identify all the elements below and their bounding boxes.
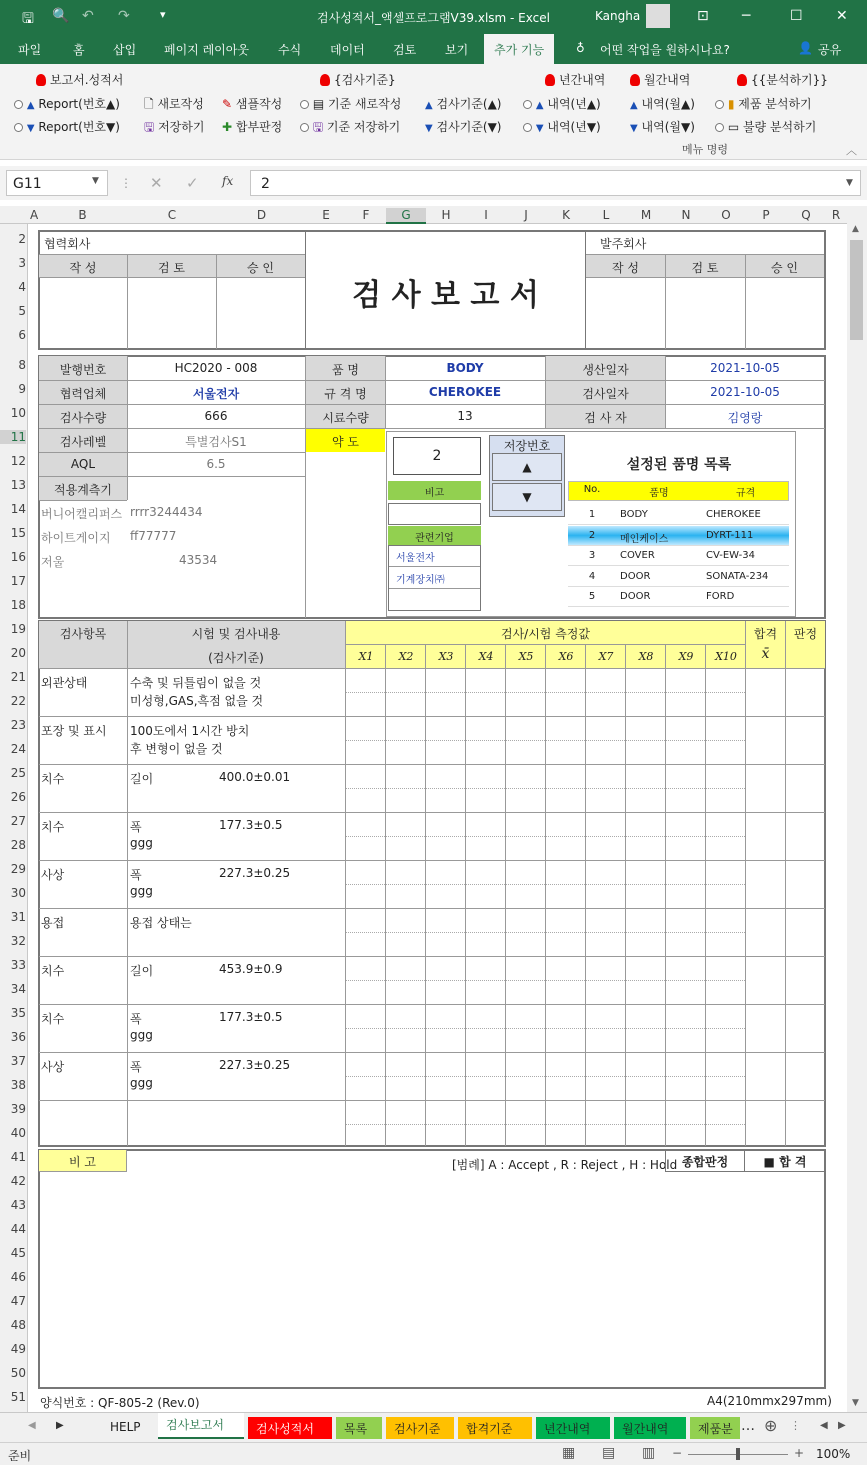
col-header[interactable]: E bbox=[322, 208, 330, 222]
minimize-icon[interactable]: ─ bbox=[742, 8, 751, 24]
write-label-2: 작 성 bbox=[612, 261, 639, 275]
sheet-tab-bar bbox=[0, 1412, 867, 1442]
next-sheet-icon[interactable]: ▶ bbox=[56, 1420, 64, 1431]
test-item[interactable]: 용접 bbox=[41, 916, 65, 930]
year-up-button[interactable]: ▲ 내역(년▲) bbox=[523, 95, 601, 112]
row-header[interactable]: 45 bbox=[10, 1246, 26, 1260]
group-standard[interactable]: {검사기준} bbox=[320, 71, 396, 88]
list-hdr-item: 품명 bbox=[649, 488, 669, 499]
save-number-label: 저장번호 bbox=[503, 439, 551, 453]
sample-button[interactable]: ✎ 샘플작성 bbox=[222, 97, 283, 111]
test-content[interactable]: 수축 및 뒤틀림이 없을 것 bbox=[130, 676, 262, 690]
tab-addins[interactable]: 추가 기능 bbox=[484, 34, 554, 64]
sheet-tab[interactable]: 월간내역 bbox=[614, 1417, 686, 1439]
name-box[interactable]: G11 bbox=[6, 170, 108, 196]
row-header[interactable]: 15 bbox=[10, 526, 26, 540]
save-button[interactable]: 🖫 저장하기 bbox=[144, 120, 205, 134]
row-header[interactable]: 21 bbox=[10, 670, 26, 684]
tab-view[interactable]: 보기 bbox=[445, 43, 469, 57]
new-button[interactable]: 🗋 새로작성 bbox=[144, 97, 204, 111]
tab-home[interactable]: 홈 bbox=[73, 43, 85, 57]
write-label: 작 성 bbox=[69, 261, 97, 275]
overall-label: 종합판정 bbox=[665, 1150, 745, 1172]
list-spec: CHEROKEE bbox=[706, 509, 761, 520]
month-up-button[interactable]: ▲ 내역(월▲) bbox=[630, 97, 695, 111]
product-analysis-button[interactable]: ▮ 제품 분석하기 bbox=[715, 95, 812, 112]
test-standard[interactable]: 400.0±0.01 bbox=[219, 770, 291, 784]
list-title: 설정된 품명 목록 bbox=[626, 457, 732, 473]
formula-divider: ⋮ bbox=[120, 176, 132, 190]
test-content[interactable]: 용접 상태는 bbox=[130, 916, 192, 930]
related-header: 관련기업 bbox=[388, 526, 481, 545]
row-header[interactable]: 35 bbox=[10, 1006, 26, 1020]
pass-judge-button[interactable]: ✚ 합부판정 bbox=[222, 120, 283, 134]
list-no: 3 bbox=[588, 550, 596, 561]
list-item-name: BODY bbox=[620, 509, 648, 520]
item-label: 품 명 bbox=[332, 363, 359, 377]
defect-analysis-button[interactable]: ▭ 불량 분석하기 bbox=[715, 118, 816, 135]
share-icon[interactable]: 👤 bbox=[798, 41, 813, 55]
col-header[interactable]: F bbox=[362, 208, 370, 222]
customize-qat-icon[interactable]: ▾ bbox=[160, 8, 166, 21]
row-header[interactable]: 34 bbox=[10, 982, 26, 996]
sample-value[interactable]: 13 bbox=[457, 409, 473, 423]
ribbon-tabs bbox=[0, 34, 867, 64]
avatar[interactable] bbox=[646, 4, 670, 28]
gauge-2-value[interactable]: ff77777 bbox=[130, 529, 177, 543]
sheet-tab[interactable]: 검사보고서 bbox=[158, 1413, 244, 1439]
expand-formula-icon[interactable]: ▼ bbox=[846, 178, 853, 188]
row-header[interactable]: 39 bbox=[10, 1102, 26, 1116]
collapse-ribbon-icon[interactable]: ︿ bbox=[846, 144, 857, 157]
row-header[interactable]: 27 bbox=[10, 814, 26, 828]
list-hdr-no: No. bbox=[583, 484, 601, 495]
row-header[interactable]: 48 bbox=[10, 1318, 26, 1332]
cancel-icon[interactable]: ✕ bbox=[150, 174, 163, 192]
test-standard[interactable]: 227.3±0.25 bbox=[219, 1058, 291, 1072]
issue-value[interactable]: HC2020 - 008 bbox=[174, 361, 258, 375]
row-header[interactable]: 33 bbox=[10, 958, 26, 972]
test-standard[interactable]: 227.3±0.25 bbox=[219, 866, 291, 880]
col-header[interactable]: H bbox=[441, 208, 451, 222]
row-header[interactable]: 51 bbox=[10, 1390, 26, 1404]
col-header[interactable]: J bbox=[524, 208, 528, 222]
spin-up-button[interactable]: ▲ bbox=[492, 453, 562, 481]
col-judge-header: 판정 bbox=[793, 627, 818, 641]
row-header[interactable]: 36 bbox=[10, 1030, 26, 1044]
col-item-header: 검사항목 bbox=[59, 627, 107, 641]
col-header[interactable]: C bbox=[167, 208, 177, 222]
col-measure-header: 검사/시험 측정값 bbox=[500, 627, 590, 641]
gauge-1-name: 버니어캘리퍼스 bbox=[41, 507, 123, 521]
prod-date-label: 생산일자 bbox=[582, 363, 629, 377]
vertical-scrollbar[interactable] bbox=[847, 206, 867, 1412]
row-header[interactable]: 13 bbox=[10, 478, 26, 492]
approve-label: 승 인 bbox=[247, 261, 274, 275]
prev-sheet-icon[interactable]: ◀ bbox=[28, 1420, 36, 1431]
inspector-value[interactable]: 김영랑 bbox=[727, 411, 763, 425]
remarks-block bbox=[38, 1149, 826, 1389]
list-item-name: DOOR bbox=[620, 570, 651, 582]
row-header[interactable]: 41 bbox=[10, 1150, 26, 1164]
test-content-2[interactable]: 후 변형이 없을 것 bbox=[130, 742, 223, 756]
row-header[interactable]: 24 bbox=[10, 742, 26, 756]
scroll-down-icon[interactable]: ▼ bbox=[852, 1398, 859, 1408]
close-icon[interactable]: ✕ bbox=[836, 8, 848, 24]
row-header[interactable]: 49 bbox=[10, 1342, 26, 1356]
sheet-tab[interactable]: 제품분 bbox=[690, 1417, 740, 1439]
spec-value[interactable]: CHEROKEE bbox=[428, 385, 502, 399]
col-header[interactable]: L bbox=[602, 208, 610, 222]
list-no: 2 bbox=[588, 529, 596, 541]
legend-text: [범례] A : Accept , R : Reject , H : Hold bbox=[452, 1158, 678, 1172]
row-header[interactable]: 37 bbox=[10, 1054, 26, 1068]
tab-file[interactable]: 파일 bbox=[18, 43, 42, 57]
test-content-2[interactable]: ggg bbox=[130, 1028, 153, 1042]
list-no: 1 bbox=[588, 509, 596, 520]
more-sheets-icon[interactable]: … bbox=[741, 1418, 755, 1434]
enter-icon[interactable]: ✓ bbox=[186, 174, 199, 192]
ribbon bbox=[0, 64, 867, 160]
row-header[interactable]: 9 bbox=[18, 382, 26, 396]
page-break-icon[interactable]: ▥ bbox=[642, 1445, 656, 1461]
row-header[interactable]: 31 bbox=[10, 910, 26, 924]
row-header[interactable]: 47 bbox=[10, 1294, 26, 1308]
user-name[interactable]: Kangha bbox=[595, 9, 641, 23]
sketch-label: 약 도 bbox=[332, 435, 359, 449]
gauge-2-name: 하이트게이지 bbox=[41, 531, 111, 545]
list-item-name: COVER bbox=[620, 550, 655, 561]
test-item[interactable]: 포장 및 표시 bbox=[41, 724, 107, 738]
x-col-header: X2 bbox=[398, 650, 414, 663]
list-spec: DYRT-111 bbox=[706, 529, 754, 541]
hscroll-left-icon[interactable]: ◀ bbox=[820, 1420, 828, 1431]
gauge-3-name: 저울 bbox=[41, 555, 65, 569]
insp-date-label: 검사일자 bbox=[582, 387, 629, 401]
report-title: 검 사 보 고 서 bbox=[352, 278, 539, 313]
row-header[interactable]: 46 bbox=[10, 1270, 26, 1284]
lightbulb-icon: ♁ bbox=[576, 41, 585, 55]
share-button[interactable]: 공유 bbox=[818, 43, 842, 57]
tab-page-layout[interactable]: 페이지 레이아웃 bbox=[164, 43, 249, 57]
test-content-2[interactable]: ggg bbox=[130, 1076, 153, 1090]
x-col-header: X5 bbox=[518, 650, 534, 663]
col-header[interactable]: K bbox=[562, 208, 570, 222]
col-header-active[interactable]: G bbox=[386, 208, 426, 224]
redo-icon[interactable]: ↷ bbox=[118, 8, 130, 24]
sheet-tab[interactable]: 검사기준 bbox=[386, 1417, 454, 1439]
row-header[interactable]: 20 bbox=[10, 646, 26, 660]
report-up-button[interactable]: ▲ Report(번호▲) bbox=[14, 95, 120, 112]
row-header[interactable]: 17 bbox=[10, 574, 26, 588]
month-down-button[interactable]: ▼ 내역(월▼) bbox=[630, 120, 695, 134]
row-header[interactable]: 3 bbox=[18, 256, 26, 270]
x-col-header: X10 bbox=[715, 650, 737, 663]
approve-label-2: 승 인 bbox=[771, 261, 798, 275]
sheet-tab[interactable]: 합격기준 bbox=[458, 1417, 532, 1439]
row-header[interactable]: 6 bbox=[18, 328, 26, 342]
zoom-out-icon[interactable]: − bbox=[672, 1446, 683, 1460]
test-item[interactable]: 치수 bbox=[41, 772, 65, 786]
status-text: 준비 bbox=[8, 1449, 32, 1463]
hscroll-right-icon[interactable]: ▶ bbox=[838, 1420, 846, 1431]
normal-view-icon[interactable]: ▦ bbox=[562, 1445, 576, 1461]
item-value[interactable]: BODY bbox=[446, 361, 484, 375]
test-standard[interactable]: 177.3±0.5 bbox=[219, 1010, 283, 1024]
x-col-header: X9 bbox=[678, 650, 694, 663]
test-content-2[interactable]: ggg bbox=[130, 884, 153, 898]
zoom-thumb[interactable] bbox=[736, 1448, 740, 1460]
report-down-button[interactable]: ▼ Report(번호▼) bbox=[14, 118, 120, 135]
sample-label: 시료수량 bbox=[322, 411, 369, 425]
insp-date-value[interactable]: 2021-10-05 bbox=[710, 385, 780, 399]
overall-result[interactable]: ■ 합 격 bbox=[745, 1150, 825, 1172]
aql-label: AQL bbox=[70, 457, 96, 471]
x-col-header: X8 bbox=[638, 650, 654, 663]
formula-input[interactable]: 2 bbox=[250, 170, 861, 196]
gauge-1-value[interactable]: rrrr3244434 bbox=[130, 505, 203, 519]
maximize-icon[interactable]: ☐ bbox=[790, 8, 803, 24]
review-label: 검 토 bbox=[158, 261, 185, 275]
column-headers bbox=[0, 206, 847, 224]
qty-value[interactable]: 666 bbox=[204, 409, 228, 423]
test-content[interactable]: 폭 bbox=[130, 820, 142, 834]
tab-formulas[interactable]: 수식 bbox=[278, 43, 302, 57]
row-header[interactable]: 10 bbox=[10, 406, 26, 420]
col-header[interactable]: R bbox=[831, 208, 841, 222]
row-header[interactable]: 2 bbox=[18, 232, 26, 246]
group-report[interactable]: 보고서.성적서 bbox=[36, 71, 123, 88]
aql-value[interactable]: 6.5 bbox=[206, 457, 226, 471]
year-down-button[interactable]: ▼ 내역(년▼) bbox=[523, 118, 601, 135]
group-label: 메뉴 명령 bbox=[682, 143, 729, 156]
tab-review[interactable]: 검토 bbox=[393, 43, 417, 57]
review-label-2: 검 토 bbox=[691, 261, 719, 275]
row-header[interactable]: 42 bbox=[10, 1174, 26, 1188]
name-box-dropdown-icon[interactable]: ▼ bbox=[92, 176, 99, 186]
row-header[interactable]: 50 bbox=[10, 1366, 26, 1380]
col-xbar-header: x̄ bbox=[761, 646, 770, 662]
test-content[interactable]: 폭 bbox=[130, 1060, 142, 1074]
tab-data[interactable]: 데이터 bbox=[330, 43, 365, 57]
test-item[interactable]: 사상 bbox=[41, 1060, 65, 1074]
test-content[interactable]: 폭 bbox=[130, 868, 142, 882]
row-header[interactable]: 32 bbox=[10, 934, 26, 948]
scroll-up-icon[interactable]: ▲ bbox=[852, 224, 859, 234]
level-value[interactable]: 특별검사S1 bbox=[185, 435, 247, 449]
scroll-thumb[interactable] bbox=[850, 240, 863, 340]
undo-icon[interactable]: ↶ bbox=[82, 8, 94, 24]
row-header[interactable]: 38 bbox=[10, 1078, 26, 1092]
list-hdr-spec: 규격 bbox=[735, 488, 756, 499]
row-header[interactable]: 11 bbox=[0, 430, 26, 444]
list-no: 5 bbox=[588, 591, 596, 602]
row-header[interactable]: 19 bbox=[10, 622, 26, 636]
row-header[interactable]: 14 bbox=[10, 502, 26, 516]
x-col-header: X3 bbox=[438, 650, 454, 663]
col-pass-header: 합격 bbox=[753, 627, 778, 641]
tab-insert[interactable]: 삽입 bbox=[113, 43, 137, 57]
group-analysis[interactable]: {{분석하기}} bbox=[737, 71, 828, 88]
list-item-name: DOOR bbox=[620, 591, 651, 602]
list-item-name: 메인케이스 bbox=[620, 533, 669, 545]
form-number: 양식번호 : QF-805-2 (Rev.0) bbox=[40, 1396, 200, 1410]
std-save-button[interactable]: 🖫 기준 저장하기 bbox=[300, 118, 400, 139]
test-content[interactable]: 길이 bbox=[130, 772, 154, 786]
spin-down-button[interactable]: ▼ bbox=[492, 483, 562, 511]
test-item[interactable]: 치수 bbox=[41, 964, 65, 978]
test-content-2[interactable]: ggg bbox=[130, 836, 153, 850]
insert-function-icon[interactable]: fx bbox=[222, 174, 234, 188]
row-header[interactable]: 23 bbox=[10, 718, 26, 732]
col-test-header: 시험 및 검사내용 bbox=[191, 627, 281, 641]
row-header[interactable]: 26 bbox=[10, 790, 26, 804]
sheet-tab[interactable]: 년간내역 bbox=[536, 1417, 610, 1439]
group-monthly[interactable]: 월간내역 bbox=[630, 71, 690, 88]
row-header[interactable]: 5 bbox=[18, 304, 26, 318]
window-title: 검사성적서_액셀프로그램V39.xlsm - Excel bbox=[317, 11, 550, 25]
col-header[interactable]: D bbox=[256, 208, 267, 222]
row-header[interactable]: 8 bbox=[18, 358, 26, 372]
tell-me-input[interactable]: 어떤 작업을 원하시나요? bbox=[600, 43, 730, 57]
bigo-header: 비고 bbox=[388, 481, 481, 500]
col-header[interactable]: O bbox=[721, 208, 731, 222]
save-number-field[interactable]: 2 bbox=[393, 437, 481, 475]
spec-label: 규 격 명 bbox=[324, 387, 367, 401]
col-std-header: (검사기준) bbox=[208, 651, 264, 665]
issue-label: 발행번호 bbox=[59, 363, 107, 377]
row-header[interactable]: 29 bbox=[10, 862, 26, 876]
sheet-tab[interactable]: 목록 bbox=[336, 1417, 382, 1439]
row-header[interactable]: 30 bbox=[10, 886, 26, 900]
print-preview-icon[interactable]: 🔍 bbox=[52, 8, 70, 24]
gauge-label: 적용계측기 bbox=[54, 483, 112, 497]
company-label: 협력업체 bbox=[59, 387, 107, 401]
test-standard[interactable]: 453.9±0.9 bbox=[219, 962, 283, 976]
page-layout-icon[interactable]: ▤ bbox=[602, 1445, 616, 1461]
row-headers bbox=[0, 224, 28, 1412]
x-col-header: X6 bbox=[558, 650, 574, 663]
col-header[interactable]: Q bbox=[801, 208, 811, 222]
test-item[interactable]: 사상 bbox=[41, 868, 65, 882]
list-spec: FORD bbox=[706, 591, 735, 602]
col-header[interactable]: N bbox=[681, 208, 691, 222]
related-item[interactable]: 서울전자 bbox=[396, 553, 435, 564]
std-new-button[interactable]: ▤ 기준 새로작성 bbox=[300, 95, 401, 112]
test-content[interactable]: 길이 bbox=[130, 964, 154, 978]
row-header[interactable]: 16 bbox=[10, 550, 26, 564]
col-header[interactable]: M bbox=[640, 208, 652, 222]
tab-divider: ⋮ bbox=[790, 1419, 801, 1432]
row-header[interactable]: 4 bbox=[18, 280, 26, 294]
list-spec: CV-EW-34 bbox=[706, 550, 755, 561]
test-item[interactable]: 외관상태 bbox=[41, 676, 88, 690]
sheet-tab[interactable]: 검사성적서 bbox=[248, 1417, 332, 1439]
row-header[interactable]: 40 bbox=[10, 1126, 26, 1140]
row-header[interactable]: 25 bbox=[10, 766, 26, 780]
qty-label: 검사수량 bbox=[59, 411, 107, 425]
list-no: 4 bbox=[588, 570, 596, 582]
list-spec: SONATA-234 bbox=[706, 570, 769, 582]
row-header[interactable]: 12 bbox=[10, 454, 26, 468]
test-item[interactable]: 치수 bbox=[41, 820, 65, 834]
bigo-field[interactable] bbox=[388, 503, 481, 525]
x-col-header: X1 bbox=[358, 650, 374, 663]
col-header[interactable]: P bbox=[762, 208, 770, 222]
test-content-2[interactable]: 미성형,GAS,흑점 없을 것 bbox=[130, 694, 264, 708]
col-header[interactable]: I bbox=[484, 208, 488, 222]
prod-date-value[interactable]: 2021-10-05 bbox=[710, 361, 780, 375]
row-header[interactable]: 28 bbox=[10, 838, 26, 852]
x-col-header: X4 bbox=[478, 650, 494, 663]
row-header[interactable]: 43 bbox=[10, 1198, 26, 1212]
test-item[interactable]: 치수 bbox=[41, 1012, 65, 1026]
test-standard[interactable]: 177.3±0.5 bbox=[219, 818, 283, 832]
zoom-in-icon[interactable]: + bbox=[794, 1446, 805, 1460]
ribbon-display-icon[interactable]: ⊡ bbox=[697, 8, 709, 24]
orderer-label: 발주회사 bbox=[600, 237, 647, 251]
group-yearly[interactable]: 년간내역 bbox=[545, 71, 605, 88]
row-header[interactable]: 44 bbox=[10, 1222, 26, 1236]
related-item[interactable]: 기계장치㈜ bbox=[396, 575, 445, 586]
title-bar bbox=[0, 0, 867, 34]
test-content[interactable]: 100도에서 1시간 방치 bbox=[130, 724, 250, 738]
col-header[interactable]: A bbox=[30, 208, 39, 222]
test-content[interactable]: 폭 bbox=[130, 1012, 142, 1026]
row-header[interactable]: 18 bbox=[10, 598, 26, 612]
remarks-label: 비 고 bbox=[39, 1150, 127, 1172]
row-header[interactable]: 22 bbox=[10, 694, 26, 708]
zoom-level[interactable]: 100% bbox=[816, 1447, 851, 1461]
level-label: 검사레벨 bbox=[59, 435, 107, 449]
inspector-label: 검 사 자 bbox=[584, 411, 627, 425]
add-sheet-icon[interactable]: ⊕ bbox=[764, 1416, 778, 1435]
std-down-button[interactable]: ▼ 검사기준(▼) bbox=[425, 120, 502, 134]
gauge-3-value[interactable]: 43534 bbox=[179, 553, 218, 567]
company-value[interactable]: 서울전자 bbox=[192, 387, 240, 401]
save-icon[interactable]: 🖫 bbox=[22, 11, 34, 27]
partner-label: 협력회사 bbox=[44, 237, 91, 251]
sheet-tab[interactable]: HELP bbox=[102, 1417, 154, 1439]
x-col-header: X7 bbox=[598, 650, 614, 663]
col-header[interactable]: B bbox=[78, 208, 87, 222]
status-bar bbox=[0, 1442, 867, 1465]
std-up-button[interactable]: ▲ 검사기준(▲) bbox=[425, 97, 502, 111]
paper-size: A4(210mmx297mm) bbox=[707, 1394, 832, 1408]
